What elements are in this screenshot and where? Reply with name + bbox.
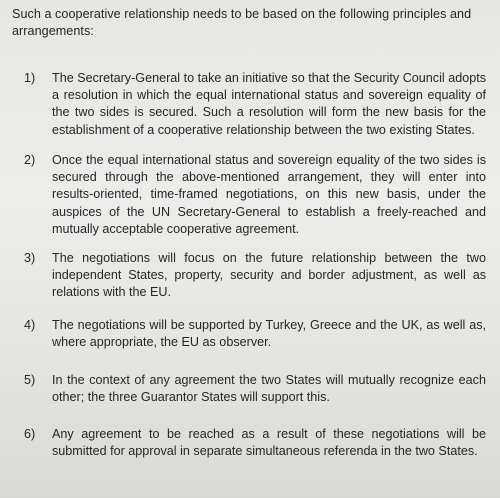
- list-item: [24, 152, 486, 238]
- list-item: [24, 372, 486, 406]
- item-text: The Secretary-General to take an initiative so that the Security Council adopts a resolution in which the equal international status and sovereign equality of the two sides is secured. Such a resolution will form the new basis for the establishment of a cooperative relationship between the two existing States.: [52, 71, 487, 137]
- list-item: [24, 70, 486, 139]
- item-number: 3): [24, 251, 36, 265]
- list-item: [24, 426, 486, 460]
- item-text: Any agreement to be reached as a result of these negotiations will be submitted for approval in separate simultaneous referenda in the two States.: [52, 427, 486, 459]
- item-number: 2): [24, 153, 36, 167]
- item-number: 1): [24, 71, 36, 85]
- intro-paragraph: Such a cooperative relationship needs to be based on the following principles and arrangements:: [12, 7, 472, 38]
- item-text: In the context of any agreement the two States will mutually recognize each other; the three Guarantor States will support this.: [52, 373, 486, 405]
- item-number: 6): [24, 427, 36, 441]
- item-number: 4): [24, 318, 36, 332]
- item-text: The negotiations will focus on the future relationship between the two independent States, property, security and border adjustment, as well as relations with the EU.: [52, 251, 486, 300]
- list-item: [24, 317, 486, 351]
- list-item: [24, 250, 486, 302]
- item-text: The negotiations will be supported by Turkey, Greece and the UK, as well as, where appropriate, the EU as observer.: [52, 318, 486, 350]
- item-text: Once the equal international status and sovereign equality of the two sides is secured through the above-mentioned arrangement, they will enter into results-oriented, time-framed negotiations, on this new basis, under the auspices of the UN Secretary-General to establish a freely-reached and mutually acceptable cooperative agreement.: [52, 153, 486, 236]
- item-number: 5): [24, 373, 36, 387]
